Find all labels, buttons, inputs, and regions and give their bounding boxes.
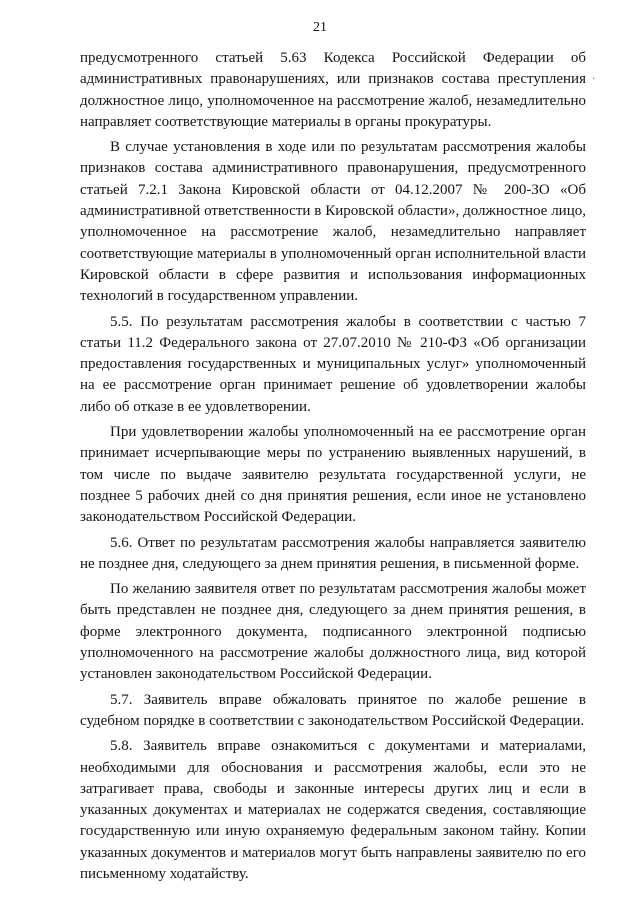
paragraph-5-6-electronic-response: По желанию заявителя ответ по результатам рассмотрения жалобы может быть представлен не позднее дня, следующего за днем принятия решения, в форме электронного документа, подписанного электронной подписью уполномоченного на рассмотрение жалобы должностного лица, вид которой установлен законодательством Российской Федерации. [80,581,586,683]
paragraph-5-5: 5.5. По результатам рассмотрения жалобы в соответствии с частью 7 статьи 11.2 Федерального закона от 27.07.2010 № 210-ФЗ «Об организации предоставления государственных и муниципальных услуг» уполномоченный на ее рассмотрение орган принимает решение об удовлетворении жалобы либо об отказе в ее удовлетворении. [80,313,586,415]
paragraph-continuation: предусмотренного статьей 5.63 Кодекса Российской Федерации об административных правонарушениях, или признаков состава преступления должностное лицо, уполномоченное на рассмотрение жалоб, незамедлительно направляет соответствующие материалы в органы прокуратуры. [80,50,586,130]
scan-artifact-mark: · [592,74,596,85]
document-body [80,48,586,889]
page-number: 21 [313,20,327,35]
paragraph-5-6: 5.6. Ответ по результатам рассмотрения жалобы направляется заявителю не позднее дня, следующего за днем принятия решения, в письменной форме. [80,534,586,572]
paragraph-5-7: 5.7. Заявитель вправе обжаловать принятое по жалобе решение в судебном порядке в соответствии с законодательством Российской Федерации. [80,691,586,729]
paragraph-5-5-satisfaction: При удовлетворении жалобы уполномоченный на ее рассмотрение орган принимает исчерпывающие меры по устранению выявленных нарушений, в том числе по выдаче заявителю результата государственной услуги, не позднее 5 рабочих дней со дня принятия решения, если иное не установлено законодательством Российской Федерации. [80,424,586,526]
paragraph-5-8: 5.8. Заявитель вправе ознакомиться с документами и материалами, необходимыми для обоснования и рассмотрения жалобы, если это не затрагивает права, свободы и законные интересы других лиц и если в указанных документах и материалах не содержатся сведения, составляющие государственную или иную охраняемую федеральным законом тайну. Копии указанных документов и материалов могут быть направлены заявителю по его письменному ходатайству. [80,738,586,882]
paragraph-kirov-law-violation: В случае установления в ходе или по результатам рассмотрения жалобы признаков состава административного правонарушения, предусмотренного статьей 7.2.1 Закона Кировской области от 04.12.2007 № 200-ЗО «Об административной ответственности в Кировской области», должностное лицо, уполномоченное на рассмотрение жалоб, незамедлительно направляет соответствующие материалы в уполномоченный орган исполнительной власти Кировской области в сфере развития и использования информационных технологий в государственном управлении. [80,139,586,305]
